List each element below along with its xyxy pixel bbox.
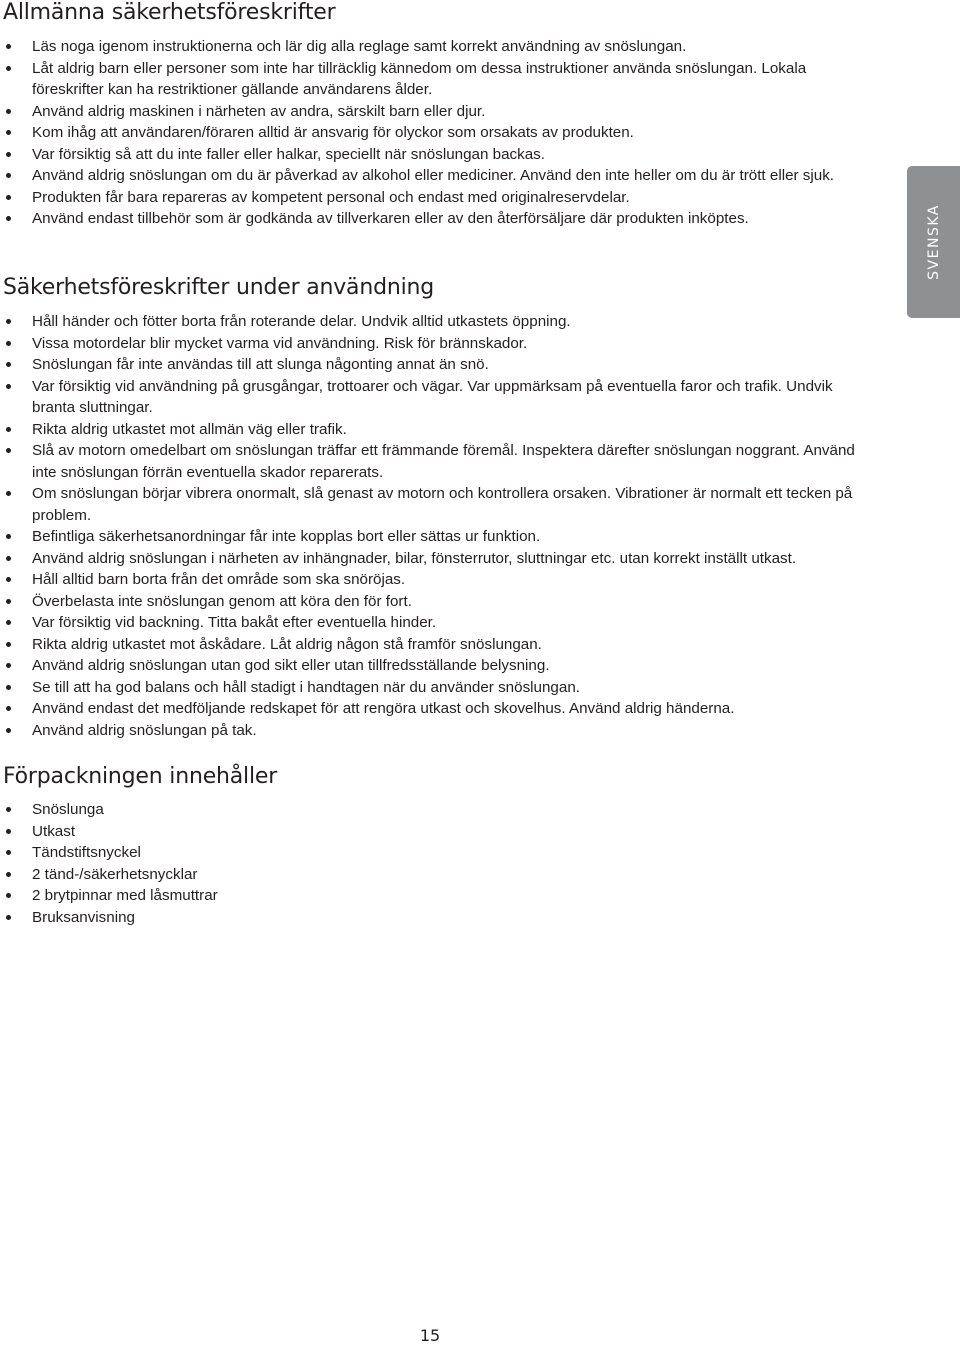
list-item: 2 brytpinnar med låsmuttrar [0,885,870,907]
package-contents-list [0,799,870,928]
list-item: Var försiktig så att du inte faller eller halkar, speciellt när snöslungan backas. [0,144,870,166]
list-item: Snöslungan får inte användas till att slunga någonting annat än snö. [0,354,870,376]
list-item: 2 tänd-/säkerhetsnycklar [0,864,870,886]
language-tab-label: SVENSKA [925,204,942,280]
list-item: Läs noga igenom instruktionerna och lär dig alla reglage samt korrekt användning av snöslungan. [0,36,870,58]
section-title-usage: Säkerhetsföreskrifter under användning [3,275,435,300]
list-item: Använd endast det medföljande redskapet för att rengöra utkast och skovelhus. Använd aldrig händerna. [0,698,870,720]
list-item: Använd aldrig snöslungan i närheten av inhängnader, bilar, fönsterrutor, sluttningar etc. utan korrekt inställt utkast. [0,548,870,570]
general-safety-list [0,36,870,230]
list-item: Produkten får bara repareras av kompetent personal och endast med originalreservdelar. [0,187,870,209]
list-item: Bruksanvisning [0,907,870,929]
list-item: Använd aldrig snöslungan utan god sikt eller utan tillfredsställande belysning. [0,655,870,677]
list-item: Använd aldrig maskinen i närheten av andra, särskilt barn eller djur. [0,101,870,123]
list-item: Överbelasta inte snöslungan genom att köra den för fort. [0,591,870,613]
list-item: Håll händer och fötter borta från roterande delar. Undvik alltid utkastets öppning. [0,311,870,333]
list-item: Utkast [0,821,870,843]
language-tab [907,166,960,318]
list-item: Tändstiftsnyckel [0,842,870,864]
list-item: Vissa motordelar blir mycket varma vid användning. Risk för brännskador. [0,333,870,355]
list-item: Håll alltid barn borta från det område som ska snöröjas. [0,569,870,591]
list-item: Rikta aldrig utkastet mot allmän väg eller trafik. [0,419,870,441]
list-item: Om snöslungan börjar vibrera onormalt, slå genast av motorn och kontrollera orsaken. Vibrationer är normalt ett tecken på problem. [0,483,870,526]
section-title-general: Allmänna säkerhetsföreskrifter [3,0,336,25]
list-item: Se till att ha god balans och håll stadigt i handtagen när du använder snöslungan. [0,677,870,699]
list-item: Var försiktig vid backning. Titta bakåt efter eventuella hinder. [0,612,870,634]
list-item: Snöslunga [0,799,870,821]
list-item: Använd aldrig snöslungan om du är påverkad av alkohol eller mediciner. Använd den inte heller om du är trött eller sjuk. [0,165,870,187]
list-item: Använd aldrig snöslungan på tak. [0,720,870,742]
usage-safety-list [0,311,870,741]
list-item: Kom ihåg att användaren/föraren alltid är ansvarig för olyckor som orsakats av produkten. [0,122,870,144]
list-item: Låt aldrig barn eller personer som inte har tillräcklig kännedom om dessa instruktioner använda snöslungan. Lokala föreskrifter kan ha restriktioner gällande användarens ålder. [0,58,870,101]
section-title-package-contents: Förpackningen innehåller [3,764,278,789]
list-item: Slå av motorn omedelbart om snöslungan träffar ett främmande föremål. Inspektera därefter snöslungan noggrant. Använd inte snöslungan förrän eventuella skador reparerats. [0,440,870,483]
list-item: Använd endast tillbehör som är godkända av tillverkaren eller av den återförsäljare där produkten inköptes. [0,208,870,230]
list-item: Befintliga säkerhetsanordningar får inte kopplas bort eller sättas ur funktion. [0,526,870,548]
page-number: 15 [419,1326,441,1345]
list-item: Rikta aldrig utkastet mot åskådare. Låt aldrig någon stå framför snöslungan. [0,634,870,656]
list-item: Var försiktig vid användning på grusgångar, trottoarer och vägar. Var uppmärksam på eventuella faror och trafik. Undvik branta sluttningar. [0,376,870,419]
